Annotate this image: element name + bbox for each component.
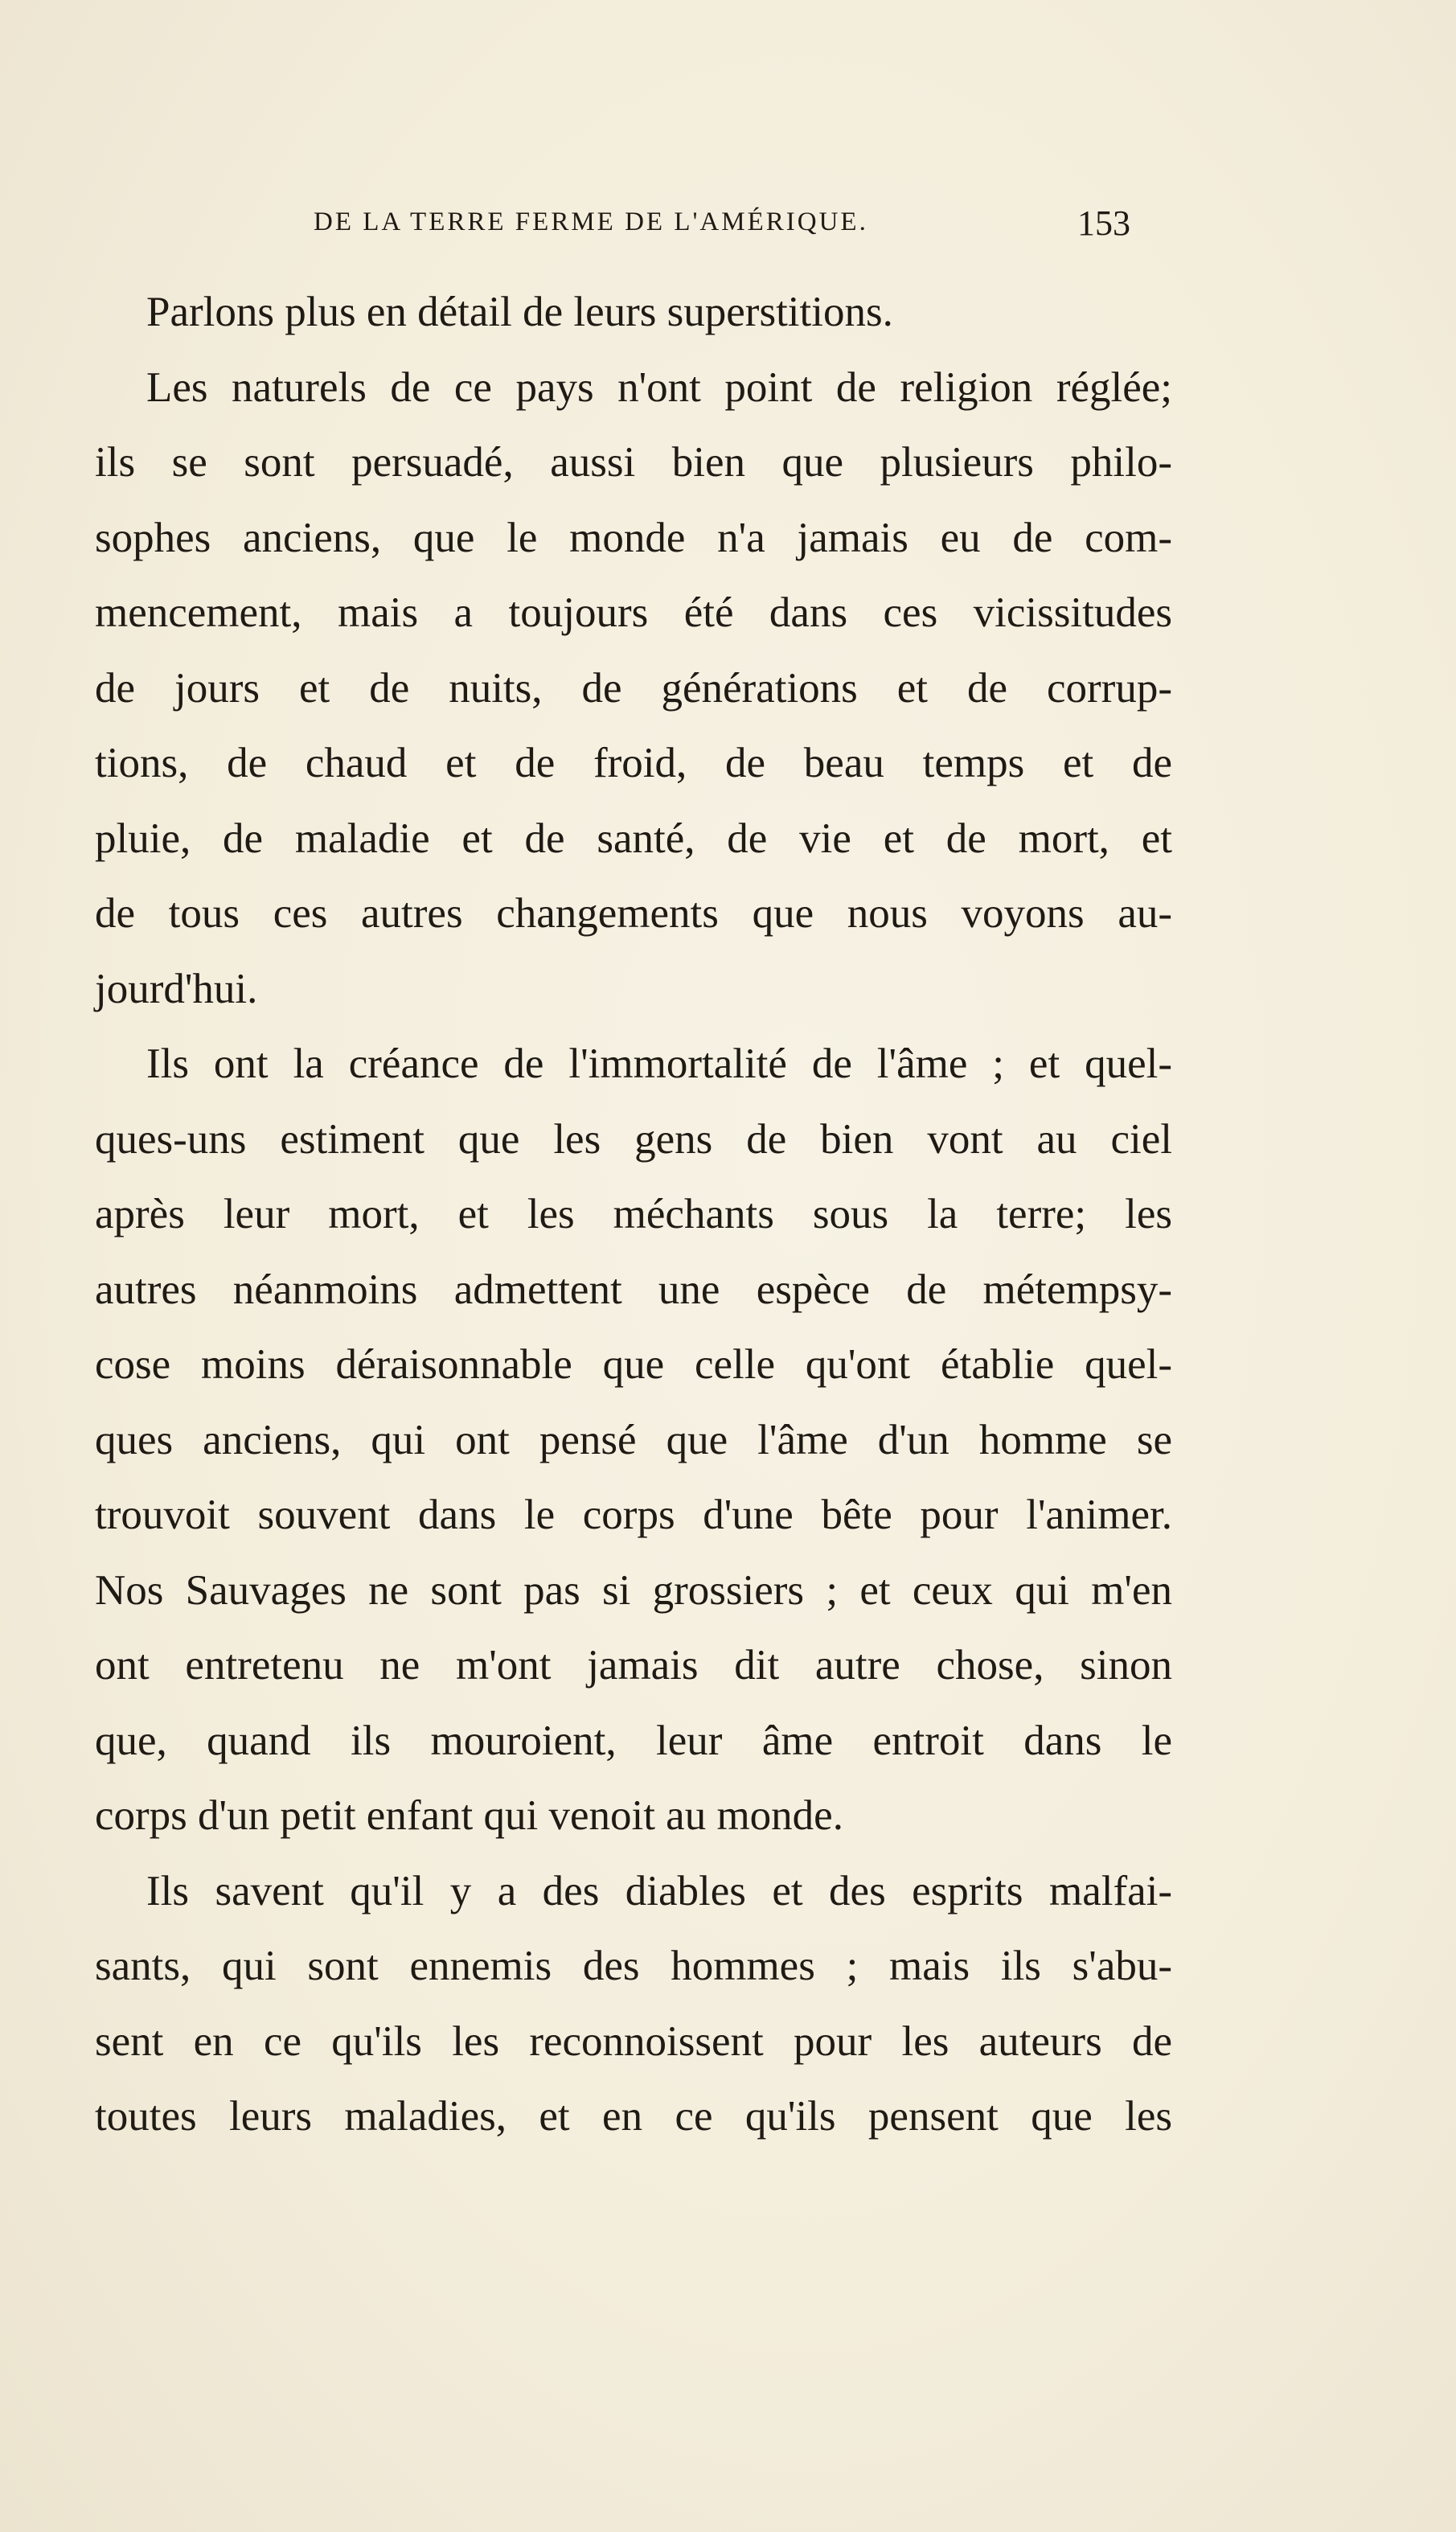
text-line: mencement, mais a toujours été dans ces vicissitudes (95, 589, 1172, 636)
text-line: tions, de chaud et de froid, de beau temps et de (95, 740, 1172, 786)
text-line: ques anciens, qui ont pensé que l'âme d'un homme se (95, 1416, 1172, 1463)
text-line: après leur mort, et les méchants sous la terre; les (95, 1191, 1172, 1237)
text-line: de jours et de nuits, de générations et de corrup- (95, 664, 1172, 712)
text-line: ont entretenu ne m'ont jamais dit autre chose, sinon (95, 1642, 1172, 1689)
text-line: ques-uns estiment que les gens de bien vont au ciel (95, 1115, 1172, 1163)
text-line: sent en ce qu'ils les reconnoissent pour les auteurs de (95, 2017, 1172, 2065)
text-line: Parlons plus en détail de leurs superstitions. (146, 289, 893, 335)
text-line: cose moins déraisonnable que celle qu'ont établie quel- (95, 1341, 1172, 1388)
text-line: Ils savent qu'il y a des diables et des esprits malfai- (146, 1867, 1172, 1914)
text-line: ils se sont persuadé, aussi bien que plusieurs philo- (95, 439, 1172, 486)
running-title: DE LA TERRE FERME DE L'AMÉRIQUE. (314, 207, 868, 236)
page-number: 153 (1077, 203, 1130, 243)
text-line: que, quand ils mouroient, leur âme entroit dans le (95, 1717, 1172, 1764)
text-line: corps d'un petit enfant qui venoit au monde. (95, 1792, 843, 1839)
text-line: trouvoit souvent dans le corps d'une bête pour l'animer. (95, 1492, 1172, 1538)
text-line: sants, qui sont ennemis des hommes ; mais ils s'abu- (95, 1943, 1172, 1989)
text-line: sophes anciens, que le monde n'a jamais eu de com- (95, 514, 1172, 561)
text-line: toutes leurs maladies, et en ce qu'ils pensent que les (95, 2093, 1172, 2140)
text-line: de tous ces autres changements que nous voyons au- (95, 890, 1172, 937)
text-line: Ils ont la créance de l'immortalité de l'âme ; et quel- (146, 1040, 1172, 1087)
text-line: pluie, de maladie et de santé, de vie et de mort, et (95, 815, 1172, 862)
text-line: autres néanmoins admettent une espèce de métempsy- (95, 1266, 1172, 1313)
page-header (0, 203, 1456, 256)
text-line: jourd'hui. (95, 965, 258, 1012)
text-line: Les naturels de ce pays n'ont point de religion réglée; (146, 363, 1172, 411)
text-line: Nos Sauvages ne sont pas si grossiers ; et ceux qui m'en (95, 1566, 1172, 1614)
body-text (95, 275, 1172, 2155)
